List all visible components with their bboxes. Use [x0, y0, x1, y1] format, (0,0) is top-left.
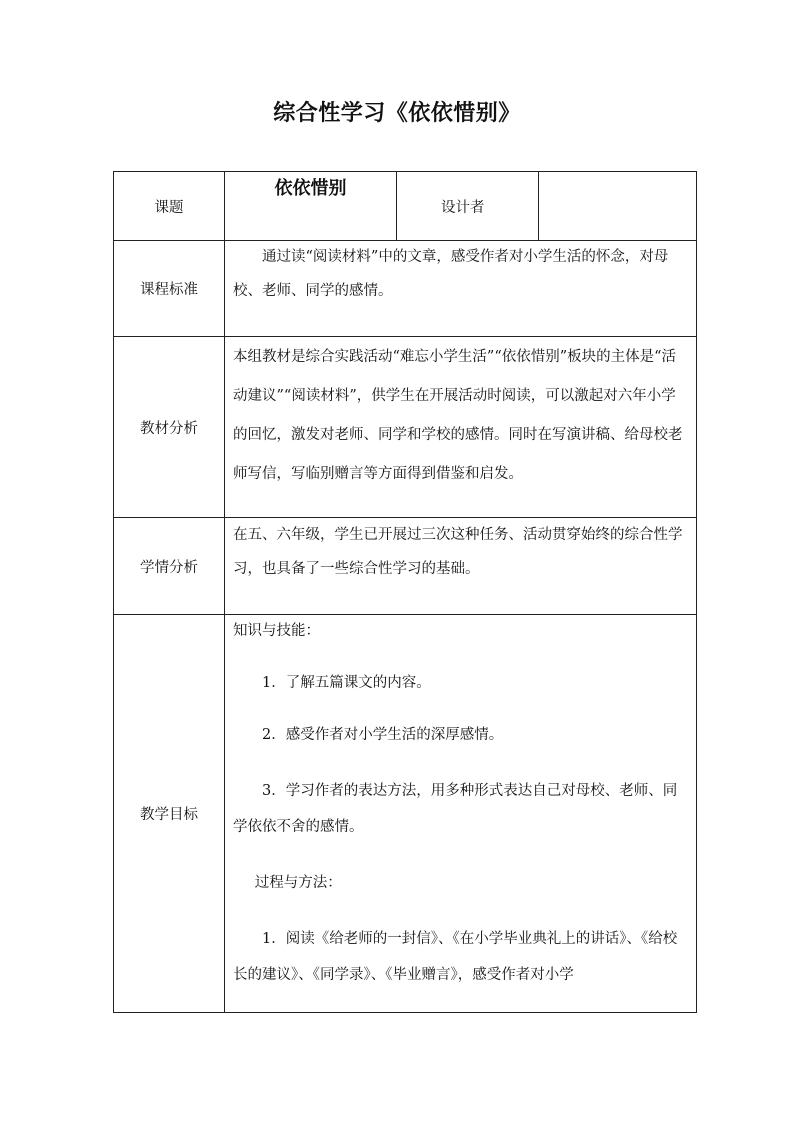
goal-item-2: 2．感受作者对小学生活的深厚感情。	[262, 727, 504, 743]
learner-cell	[225, 518, 697, 615]
standard-text: 通过读“阅读材料”中的文章，感受作者对小学生活的怀念，对母校、老师、同学的感情。	[233, 249, 669, 299]
designer-value	[539, 172, 697, 241]
learner-text: 在五、六年级，学生已开展过三次这种任务、活动贯穿始终的综合性学习，也具备了一些综合性学习的基础。	[233, 527, 683, 577]
material-cell	[225, 337, 697, 518]
learner-label: 学情分析	[114, 518, 225, 615]
process-heading: 过程与方法：	[254, 875, 342, 891]
goal-item-1: 1．了解五篇课文的内容。	[262, 675, 431, 691]
topic-value	[225, 172, 397, 241]
goal-item-3: 3．学习作者的表达方法，用多种形式表达自己对母校、老师、同学依依不舍的感情。	[233, 783, 678, 835]
standard-row	[114, 241, 697, 337]
goals-label: 教学目标	[114, 615, 225, 1013]
learner-row	[114, 518, 697, 615]
topic-value-text: 依依惜别	[274, 178, 347, 199]
topic-row	[114, 172, 697, 241]
standard-label: 课程标准	[114, 241, 225, 337]
process-item-1: 1．阅读《给老师的一封信》、《在小学毕业典礼上的讲话》、《给校长的建议》、《同学录》、《毕业赠言》，感受作者对小学	[233, 931, 678, 983]
topic-label: 课题	[114, 172, 225, 241]
lesson-plan-table	[113, 171, 697, 1013]
document-title: 综合性学习《依依惜别》	[273, 101, 521, 126]
standard-cell	[225, 241, 697, 337]
designer-label: 设计者	[397, 172, 539, 241]
goals-content	[225, 615, 696, 993]
material-row	[114, 337, 697, 518]
goals-cell	[225, 615, 697, 1013]
material-label: 教材分析	[114, 337, 225, 518]
goals-row	[114, 615, 697, 1013]
material-text: 本组教材是综合实践活动“难忘小学生活”“依依惜别”板块的主体是“活动建议”“阅读材料”，供学生在开展活动时阅读，可以激起对六年小学的回忆，激发对老师、同学和学校的感情。同时在写演讲稿、给母校老师写信，写临别赠言等方面得到借鉴和启发。	[233, 349, 683, 482]
knowledge-heading: 知识与技能：	[233, 623, 320, 639]
